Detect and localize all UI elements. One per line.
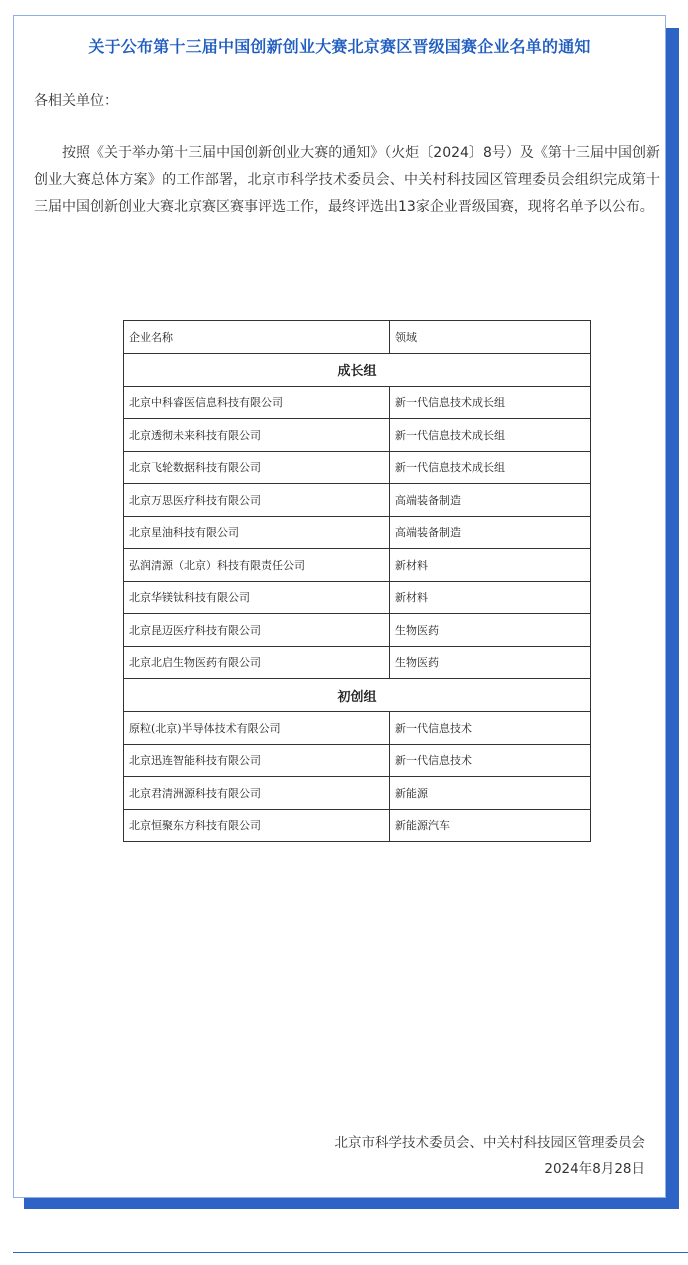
company-field: 新材料	[390, 581, 591, 614]
header-company: 企业名称	[124, 321, 390, 354]
table-row	[124, 744, 591, 777]
company-name: 北京迅连智能科技有限公司	[124, 744, 390, 777]
company-name: 北京恒聚东方科技有限公司	[124, 809, 390, 842]
company-field: 生物医药	[390, 614, 591, 647]
header-field: 领域	[390, 321, 591, 354]
table-row	[124, 809, 591, 842]
company-name: 北京昆迈医疗科技有限公司	[124, 614, 390, 647]
group-label: 成长组	[124, 353, 591, 386]
company-name: 原粒(北京)半导体技术有限公司	[124, 712, 390, 745]
company-field: 新一代信息技术	[390, 712, 591, 745]
table-row	[124, 777, 591, 810]
signature-block	[335, 1130, 646, 1182]
table-row	[124, 646, 591, 679]
table-row	[124, 581, 591, 614]
company-field: 新一代信息技术成长组	[390, 451, 591, 484]
table-row	[124, 549, 591, 582]
company-name: 北京中科睿医信息科技有限公司	[124, 386, 390, 419]
table-row	[124, 386, 591, 419]
company-name: 北京北启生物医药有限公司	[124, 646, 390, 679]
company-field: 新一代信息技术成长组	[390, 386, 591, 419]
company-name: 北京万思医疗科技有限公司	[124, 484, 390, 517]
company-name: 弘润清源（北京）科技有限责任公司	[124, 549, 390, 582]
company-name: 北京飞轮数据科技有限公司	[124, 451, 390, 484]
table-row	[124, 419, 591, 452]
company-field: 生物医药	[390, 646, 591, 679]
company-field: 新一代信息技术成长组	[390, 419, 591, 452]
group-label: 初创组	[124, 679, 591, 712]
company-field: 新一代信息技术	[390, 744, 591, 777]
table-header-row	[124, 321, 591, 354]
company-name: 北京星油科技有限公司	[124, 516, 390, 549]
notice-paragraph: 按照《关于举办第十三届中国创新创业大赛的通知》（火炬〔2024〕8号）及《第十三届中国创新创业大赛总体方案》的工作部署，北京市科学技术委员会、中关村科技园区管理委员会组织完成第十三届中国创新创业大赛北京赛区赛事评选工作，最终评选出13家企业晋级国赛，现将名单予以公布。	[34, 145, 660, 215]
company-name: 北京华镁钛科技有限公司	[124, 581, 390, 614]
company-field: 新能源	[390, 777, 591, 810]
company-field: 高端装备制造	[390, 484, 591, 517]
company-table	[123, 320, 591, 842]
notice-title: 关于公布第十三届中国创新创业大赛北京赛区晋级国赛企业名单的通知	[88, 37, 591, 56]
company-field: 新材料	[390, 549, 591, 582]
table-row	[124, 451, 591, 484]
table-row	[124, 484, 591, 517]
company-field: 高端装备制造	[390, 516, 591, 549]
bottom-divider	[13, 1252, 688, 1253]
group-row	[124, 353, 591, 386]
salutation: 各相关单位：	[34, 93, 118, 109]
company-name: 北京君清洲源科技有限公司	[124, 777, 390, 810]
table-row	[124, 712, 591, 745]
group-row	[124, 679, 591, 712]
company-name: 北京透彻未来科技有限公司	[124, 419, 390, 452]
notice-card	[13, 15, 666, 1198]
company-field: 新能源汽车	[390, 809, 591, 842]
table-row	[124, 516, 591, 549]
table-row	[124, 614, 591, 647]
signature-date: 2024年8月28日	[544, 1161, 645, 1177]
signature-org: 北京市科学技术委员会、中关村科技园区管理委员会	[334, 1135, 645, 1151]
